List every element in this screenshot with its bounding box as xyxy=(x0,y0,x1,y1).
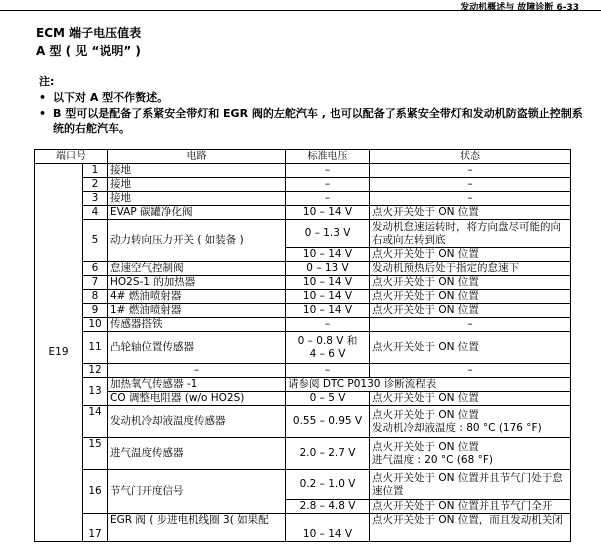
condition-cell: – xyxy=(370,164,571,178)
circuit-cell: 1# 燃油喷射器 xyxy=(108,304,286,318)
table-row xyxy=(35,178,571,192)
pin-cell: 5 xyxy=(83,220,108,262)
voltage-cell: 10 – 14 V xyxy=(286,276,370,290)
condition-cell: 点火开关处于 ON 位置 xyxy=(370,304,571,318)
voltage-cell: – xyxy=(286,318,370,332)
voltage-cell: 0 – 13 V xyxy=(286,262,370,276)
note-text: 以下对 A 型不作赘述。 xyxy=(53,91,169,104)
table-row xyxy=(35,220,571,248)
table-row xyxy=(35,438,571,470)
circuit-cell: 发动机冷却液温度传感器 xyxy=(108,406,286,438)
table-header-row xyxy=(35,150,571,164)
pin-cell: 12 xyxy=(83,364,108,378)
condition-cell: 点火开关处于 ON 位置 xyxy=(370,206,571,220)
circuit-cell: – xyxy=(108,364,286,378)
table-row xyxy=(35,192,571,206)
table-row xyxy=(35,276,571,290)
page-title: ECM 端子电压值表 xyxy=(36,26,142,40)
pin-cell: 16 xyxy=(83,470,108,514)
note-item-2 xyxy=(39,106,584,136)
table-row xyxy=(35,206,571,220)
condition-cell: 点火开关处于 ON 位置并且节气门全开 xyxy=(370,500,571,514)
circuit-cell: EGR 阀 ( 步进电机线圈 3( 如果配 xyxy=(108,514,286,542)
condition-cell: 点火开关处于 ON 位置，而且发动机关闭 xyxy=(370,514,571,542)
condition-line: 点火开关处于 ON 位置 xyxy=(372,408,479,421)
voltage-cell: 2.8 – 4.8 V xyxy=(286,500,370,514)
pin-cell: 15 xyxy=(83,438,108,470)
condition-cell: 发动机预热后处于指定的怠速下 xyxy=(370,262,571,276)
circuit-cell: HO2S-1 的加热器 xyxy=(108,276,286,290)
circuit-cell: 进气温度传感器 xyxy=(108,438,286,470)
table-row xyxy=(35,304,571,318)
header-circuit: 电路 xyxy=(108,150,286,164)
table-row xyxy=(35,470,571,500)
page-subtitle: A 型 ( 见 “说明” ) xyxy=(36,44,141,58)
bullet-icon: • xyxy=(39,107,47,120)
voltage-cell xyxy=(286,332,370,364)
pin-cell: 14 xyxy=(83,406,108,438)
circuit-cell: 4# 燃油喷射器 xyxy=(108,290,286,304)
voltage-cell: 2.0 – 2.7 V xyxy=(286,438,370,470)
note-text: B 型可以是配备了系紧安全带灯和 EGR 阀的左舵汽车 , 也可以配备了系紧安全带灯和发动机防盗锁止控制系统的右舵汽车。 xyxy=(53,107,583,135)
condition-cell: 点火开关处于 ON 位置 xyxy=(370,392,571,406)
circuit-cell: 接地 xyxy=(108,178,286,192)
condition-cell: 点火开关处于 ON 位置 xyxy=(370,276,571,290)
circuit-cell: 怠速空气控制阀 xyxy=(108,262,286,276)
voltage-cell: – xyxy=(286,192,370,206)
voltage-cell: 10 – 14 V xyxy=(286,514,370,542)
note-heading: 注: xyxy=(39,75,55,88)
voltage-line: 0 – 0.8 V 和 xyxy=(297,334,358,347)
condition-cell: – xyxy=(370,178,571,192)
circuit-cell: 凸轮轴位置传感器 xyxy=(108,332,286,364)
note-item-1 xyxy=(39,90,559,105)
pin-cell: 4 xyxy=(83,206,108,220)
voltage-cell: 0.55 – 0.95 V xyxy=(286,406,370,438)
condition-cell: – xyxy=(370,318,571,332)
table-row xyxy=(35,514,571,542)
circuit-cell: 加热氧气传感器 -1 xyxy=(108,378,286,392)
voltage-cell: 请参阅 DTC P0130 诊断流程表 xyxy=(286,378,571,392)
voltage-cell: 10 – 14 V xyxy=(286,206,370,220)
pin-cell: 13 xyxy=(83,378,108,406)
circuit-cell: CO 调整电阻器 (w/o HO2S) xyxy=(108,392,286,406)
pin-cell: 17 xyxy=(83,514,108,542)
condition-cell: 发动机怠速运转时，将方向盘尽可能的向右或向左转到底 xyxy=(370,220,571,248)
table-row xyxy=(35,318,571,332)
voltage-cell: – xyxy=(286,364,370,378)
circuit-cell: 传感器搭铁 xyxy=(108,318,286,332)
table-row xyxy=(35,364,571,378)
connector-cell: E19 xyxy=(35,164,83,542)
page-header: 发动机概述与 故障诊断 6-33 xyxy=(460,3,579,13)
pin-cell: 7 xyxy=(83,276,108,290)
voltage-cell: 0 – 5 V xyxy=(286,392,370,406)
bullet-icon: • xyxy=(39,91,47,104)
circuit-cell: 动力转向压力开关 ( 如装备 ) xyxy=(108,220,286,262)
condition-cell xyxy=(370,438,571,470)
voltage-cell: 0 – 1.3 V xyxy=(286,220,370,248)
circuit-cell: 节气门开度信号 xyxy=(108,470,286,514)
table-row xyxy=(35,332,571,364)
condition-cell: 点火开关处于 ON 位置 xyxy=(370,248,571,262)
circuit-cell: 接地 xyxy=(108,192,286,206)
voltage-cell: 10 – 14 V xyxy=(286,304,370,318)
table-row xyxy=(35,406,571,438)
table-row xyxy=(35,378,571,392)
header-condition: 状态 xyxy=(370,150,571,164)
header-voltage: 标准电压 xyxy=(286,150,370,164)
table-row xyxy=(35,290,571,304)
pin-cell: 3 xyxy=(83,192,108,206)
voltage-cell: – xyxy=(286,178,370,192)
pin-cell: 9 xyxy=(83,304,108,318)
voltage-cell: 10 – 14 V xyxy=(286,290,370,304)
voltage-cell: 10 – 14 V xyxy=(286,248,370,262)
condition-cell: 点火开关处于 ON 位置 xyxy=(370,290,571,304)
pin-cell: 1 xyxy=(83,164,108,178)
pin-cell: 10 xyxy=(83,318,108,332)
voltage-cell: 0.2 – 1.0 V xyxy=(286,470,370,500)
table-row xyxy=(35,164,571,178)
voltage-line: 4 – 6 V xyxy=(309,347,346,360)
pin-cell: 8 xyxy=(83,290,108,304)
condition-line: 发动机冷却液温度 : 80 °C (176 °F) xyxy=(372,421,542,434)
condition-cell: – xyxy=(370,192,571,206)
pin-cell: 11 xyxy=(83,332,108,364)
table-row xyxy=(35,262,571,276)
circuit-cell: EVAP 碳罐净化阀 xyxy=(108,206,286,220)
ecm-terminal-voltage-table xyxy=(34,149,571,542)
table-subrow xyxy=(35,392,571,406)
condition-cell: – xyxy=(370,364,571,378)
voltage-cell: – xyxy=(286,164,370,178)
condition-line: 点火开关处于 ON 位置 xyxy=(372,440,479,453)
condition-line: 进气温度 : 20 °C (68 °F) xyxy=(372,453,494,466)
pin-cell: 6 xyxy=(83,262,108,276)
condition-cell xyxy=(370,406,571,438)
condition-cell: 点火开关处于 ON 位置 xyxy=(370,332,571,364)
condition-cell: 点火开关处于 ON 位置并且节气门处于怠速位置 xyxy=(370,470,571,500)
pin-cell: 2 xyxy=(83,178,108,192)
circuit-cell: 接地 xyxy=(108,164,286,178)
header-pin: 端口号 xyxy=(35,150,108,164)
